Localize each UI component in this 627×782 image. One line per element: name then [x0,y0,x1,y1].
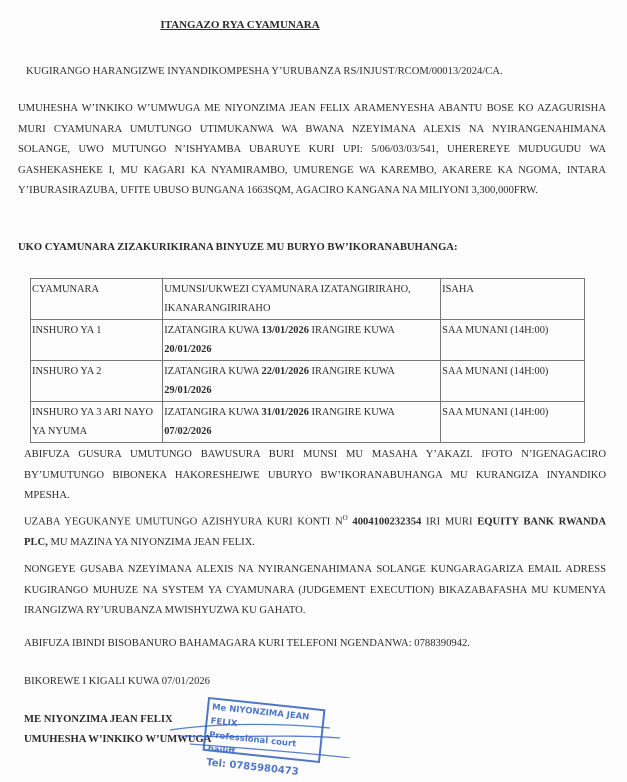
table-row [31,402,585,443]
payment-paragraph [24,508,606,554]
table-row [31,320,585,361]
stamp-phone: Tel: 0785980473 [205,757,300,778]
end-date: 29/01/2026 [164,385,212,396]
start-date: 31/01/2026 [261,407,309,418]
start-label: IZATANGIRA KUWA [164,366,259,377]
signatory-name: ME NIYONZIMA JEAN FELIX [24,714,173,725]
payment-mid: IRI MURI [426,516,473,528]
round-cell: INSHURO YA 1 [31,320,163,361]
date-line: BIKOREWE I KIGALI KUWA 07/01/2026 [24,676,210,687]
round-cell: INSHURO YA 2 [31,361,163,402]
time-cell: SAA MUNANI (14H:00) [441,361,585,402]
table-row [31,361,585,402]
email-request-paragraph: NONGEYE GUSABA NZEYIMANA ALEXIS NA NYIRANGENAHIMANA SOLANGE KUNGARAGARIZA EMAIL ADRESS KUGIRANGO MUHUZE NA SYSTEM YA CYAMUNARA (JUDGEMENT EXECUTION) BIKAZABAFASHA MU KUMENYA IRANGIZWA RY’URUBANZA MWISHYUZWA KU GAHATO. [24,564,606,616]
start-label: IZATANGIRA KUWA [164,407,259,418]
announcement-paragraph: UMUHESHA W’INKIKO W’UMWUGA ME NIYONZIMA JEAN FELIX ARAMENYESHA ABANTU BOSE KO AZAGURISHA MURI CYAMUNARA UMUTUNGO UTIMUKANWA WA BWANA NZEYIMANA ALEXIS NA NYIRANGENAHIMANA SOLANGE, UWO MUTUNGO N’ISHYAMBA UBARUYE KURI UPI: 5/06/03/03/541, UHEREREYE MUDUGUDU WA GASHEKASHEKE I, MU KAGARI KA NYAMIRAMBO, UMURENGE WA KAREMBO, AKARERE KA NGOMA, INTARA Y’IBURASIRAZUBA, UFITE UBUSO BUNGANA 1663SQM, AGACIRO KANGANA NA MILIYONI 3,300,000FRW. [18,103,606,196]
time-cell: SAA MUNANI (14H:00) [441,402,585,443]
date-cell [163,402,441,443]
header-cell: ISAHA [441,279,585,320]
start-date: 22/01/2026 [261,366,309,377]
header-cell: UMUNSI/UKWEZI CYAMUNARA IZATANGIRIRAHO, IKANARANGIRIRAHO [163,279,441,320]
table-header-row [31,279,585,320]
bailiff-stamp [203,697,326,778]
signatory-title: UMUHESHA W’INKIKO W’UMWUGA [24,734,212,745]
end-label: IRANGIRE KUWA [311,366,395,377]
document-title: ITANGAZO RYA CYAMUNARA [160,19,320,31]
stamp-line2: Professional court bailiff [207,730,297,758]
end-date: 20/01/2026 [164,344,212,355]
end-label: IRANGIRE KUWA [311,407,395,418]
account-number: 4004100232354 [352,516,422,528]
start-date: 13/01/2026 [261,325,309,336]
contact-line: ABIFUZA IBINDI BISOBANURO BAHAMAGARA KURI TELEFONI NGENDANWA: 0788390942. [24,638,470,649]
payment-suffix: MU MAZINA YA NIYONZIMA JEAN FELIX. [50,537,255,549]
auction-schedule-table [30,278,585,443]
section-heading: UKO CYAMUNARA ZIZAKURIKIRANA BINYUZE MU BURYO BW’IKORANABUHANGA: [18,242,458,253]
end-label: IRANGIRE KUWA [311,325,395,336]
start-label: IZATANGIRA KUWA [164,325,259,336]
bank-name: EQUITY BANK RWANDA PLC, [24,516,606,549]
date-cell [163,361,441,402]
header-cell: CYAMUNARA [31,279,163,320]
stamp-line1: Me NIYONZIMA JEAN FELIX [210,702,310,730]
intro-line: KUGIRANGO HARANGIZWE INYANDIKOMPESHA Y’URUBANZA RS/INJUST/RCOM/00013/2024/CA. [26,66,503,77]
number-sign: O [342,514,348,522]
end-date: 07/02/2026 [164,426,212,437]
date-cell [163,320,441,361]
round-cell: INSHURO YA 3 ARI NAYO YA NYUMA [31,402,163,443]
payment-prefix: UZABA YEGUKANYE UMUTUNGO AZISHYURA KURI KONTI N [24,516,343,528]
visit-note-paragraph: ABIFUZA GUSURA UMUTUNGO BAWUSURA BURI MUNSI MU MASAHA Y’AKAZI. IFOTO N’IGENAGACIRO BY’UMUTUNGO BIBONEKA HAKORESHEJWE UBURYO BW’IKORANABUHANGA MU KURANGIZA INYANDIKO MPESHA. [24,449,606,501]
time-cell: SAA MUNANI (14H:00) [441,320,585,361]
